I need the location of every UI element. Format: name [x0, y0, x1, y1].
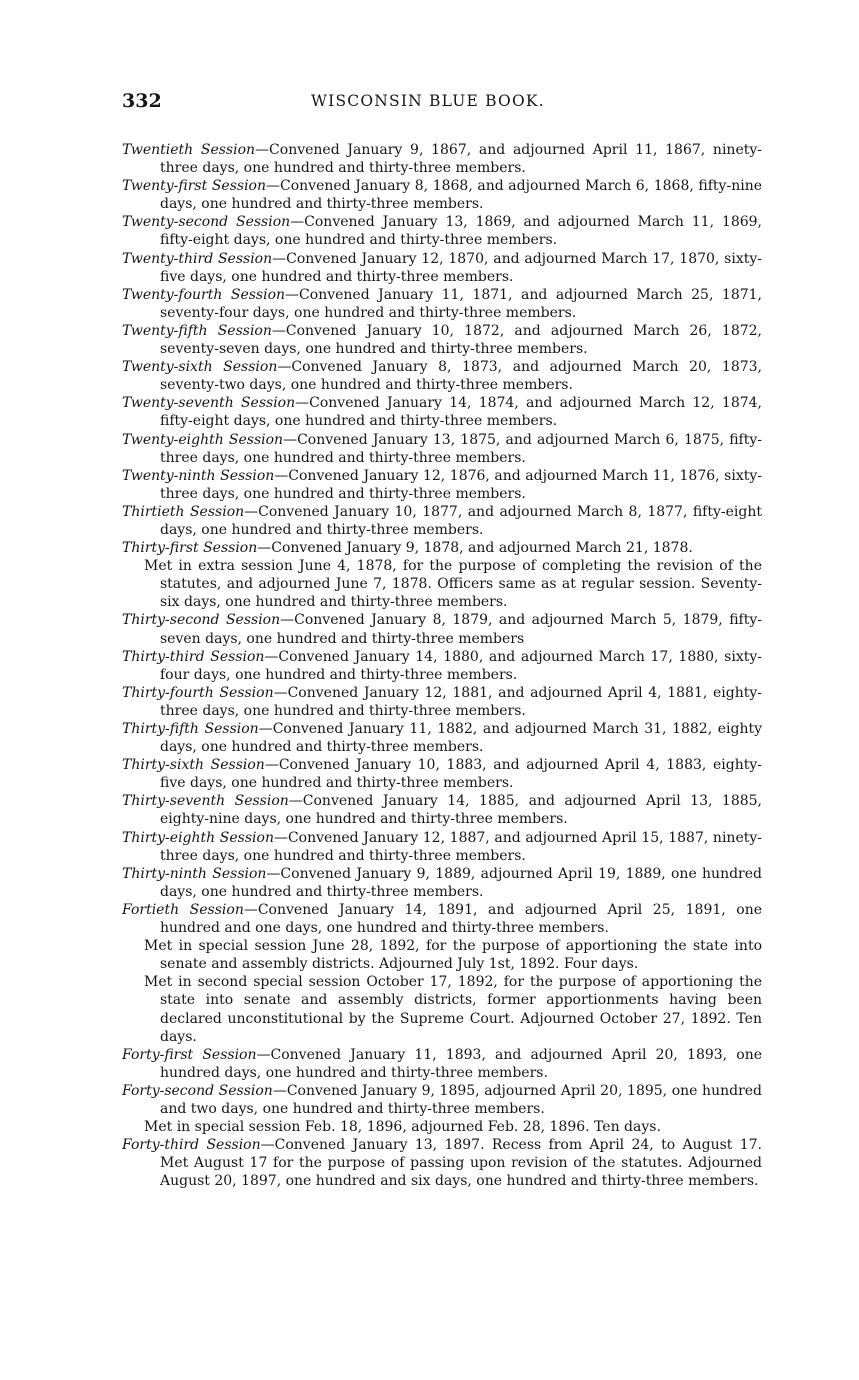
session-note: [122, 1118, 762, 1136]
session-name: Twenty-fifth Session: [122, 322, 272, 339]
session-name: Forty-first Session: [122, 1046, 257, 1063]
session-name: Thirty-first Session: [122, 540, 258, 557]
session-text: —Convened January 10, 1877, and adjourned March 8, 1877, fifty-eight days, one hundred and thirty-three members.: [160, 503, 762, 538]
session-name: Twenty-third Session: [122, 250, 273, 267]
session-entry: [122, 1082, 762, 1118]
session-entry: [122, 467, 762, 503]
session-name: Twenty-sixth Session: [122, 359, 278, 376]
session-text: —Convened January 9, 1867, and adjourned April 11, 1867, ninety-three days, one hundred and thirty-three members.: [160, 142, 762, 177]
session-note: [122, 937, 762, 973]
running-head: WISCONSIN BLUE BOOK.: [311, 92, 545, 110]
session-text: Met in special session June 28, 1892, for the purpose of apportioning the state into senate and assembly districts. Adjourned July 1st, 1892. Four days.: [144, 938, 762, 973]
session-entry: [122, 720, 762, 756]
session-entry: [122, 358, 762, 394]
session-text: —Convened January 12, 1870, and adjourned March 17, 1870, sixty-five days, one hundred and thirty-three members.: [160, 250, 762, 285]
session-entry: [122, 611, 762, 647]
session-name: Thirty-fifth Session: [122, 721, 259, 737]
session-text: —Convened January 13, 1875, and adjourned March 6, 1875, fifty-three days, one hundred and thirty-three members.: [160, 431, 762, 466]
session-entry: [122, 901, 762, 937]
session-entry: [122, 1136, 762, 1190]
session-text: —Convened January 14, 1874, and adjourned March 12, 1874, fifty-eight days, one hundred and thirty-three members.: [160, 395, 762, 430]
session-name: Twentieth Session: [122, 142, 256, 158]
session-entry: [122, 756, 762, 792]
session-name: Thirty-fourth Session: [122, 684, 274, 701]
session-text: —Convened January 9, 1889, adjourned April 19, 1889, one hundred days, one hundred and thirty-three members.: [160, 865, 762, 900]
session-text: —Convened January 10, 1872, and adjourned March 26, 1872, seventy-seven days, one hundred and thirty-three members.: [160, 322, 763, 358]
session-text: —Convened January 14, 1885, and adjourned April 13, 1885, eighty-nine days, one hundred and thirty-three members.: [160, 793, 762, 828]
session-name: Twenty-first Session: [122, 178, 266, 195]
session-name: Twenty-second Session: [122, 214, 291, 231]
session-entry: [122, 141, 762, 177]
session-text: —Convened January 14, 1880, and adjourned March 17, 1880, sixty-four days, one hundred and thirty-three members.: [160, 648, 762, 683]
session-text: —Convened January 8, 1873, and adjourned March 20, 1873, seventy-two days, one hundred and thirty-three members.: [160, 359, 763, 394]
session-text: —Convened January 13, 1869, and adjourned March 11, 1869, fifty-eight days, one hundred and thirty-three members.: [160, 214, 762, 249]
session-name: Fortieth Session: [122, 901, 244, 918]
session-text: Met in second special session October 17, 1892, for the purpose of apportioning the state into senate and assembly districts, former apportionments having been declared unconstitutional by the Supreme Court. Adjourned October 27, 1892. Ten days.: [144, 974, 762, 1045]
session-name: Thirty-eighth Session: [122, 829, 274, 846]
session-text: —Convened January 8, 1879, and adjourned March 5, 1879, fifty-seven days, one hundred and thirty-three members: [160, 612, 762, 647]
session-note: [122, 557, 762, 611]
session-name: Thirty-seventh Session: [122, 793, 289, 810]
session-entry: [122, 394, 762, 430]
session-name: Forty-third Session: [122, 1137, 261, 1154]
session-name: Thirty-second Session: [122, 612, 281, 629]
session-note: [122, 973, 762, 1045]
session-entry: [122, 177, 762, 213]
session-entry: [122, 648, 762, 684]
session-text: Met in extra session June 4, 1878, for the purpose of completing the revision of the statutes, and adjourned June 7, 1878. Officers same as at regular session. Seventy-six days, one hundred and thirty-three members.: [144, 558, 762, 611]
session-text: —Convened January 11, 1893, and adjourned April 20, 1893, one hundred days, one hundred and thirty-three members.: [160, 1046, 763, 1081]
session-entry: [122, 322, 762, 358]
page-number: 332: [122, 90, 162, 112]
session-name: Thirty-third Session: [122, 648, 265, 665]
session-text: —Convened January 12, 1876, and adjourned March 11, 1876, sixty-three days, one hundred and thirty-three members.: [160, 467, 762, 502]
session-name: Thirtieth Session: [122, 503, 245, 520]
session-name: Twenty-ninth Session: [122, 467, 275, 484]
session-entry: [122, 684, 762, 720]
session-entry: [122, 431, 762, 467]
session-text: —Convened January 12, 1887, and adjourned April 15, 1887, ninety-three days, one hundred and thirty-three members.: [160, 829, 762, 864]
session-name: Forty-second Session: [122, 1082, 273, 1099]
session-text: —Convened January 10, 1883, and adjourned April 4, 1883, eighty-five days, one hundred and thirty-three members.: [160, 757, 763, 792]
session-entry: [122, 503, 762, 539]
session-entry: [122, 286, 762, 322]
session-entry: [122, 539, 762, 557]
session-entry: [122, 865, 762, 901]
session-entry: [122, 829, 762, 865]
session-text: —Convened January 9, 1895, adjourned April 20, 1895, one hundred and two days, one hundred and thirty-three members.: [160, 1082, 763, 1117]
session-entry: [122, 792, 762, 828]
session-entry: [122, 250, 762, 286]
session-text: —Convened January 11, 1882, and adjourned March 31, 1882, eighty days, one hundred and thirty-three members.: [160, 721, 762, 756]
session-name: Twenty-eighth Session: [122, 431, 284, 448]
session-text: —Convened January 9, 1878, and adjourned March 21, 1878.: [257, 540, 693, 557]
session-text: —Convened January 11, 1871, and adjourned March 25, 1871, seventy-four days, one hundred and thirty-three members.: [160, 286, 762, 321]
session-name: Twenty-fourth Session: [122, 286, 286, 303]
session-entry: [122, 213, 762, 249]
session-text: —Convened January 12, 1881, and adjourned April 4, 1881, eighty-three days, one hundred and thirty-three members.: [160, 684, 762, 719]
session-text: Met in special session Feb. 18, 1896, adjourned Feb. 28, 1896. Ten days.: [144, 1119, 661, 1136]
session-name: Thirty-sixth Session: [122, 757, 265, 774]
session-entry: [122, 1046, 762, 1082]
session-text: —Convened January 8, 1868, and adjourned March 6, 1868, fifty-nine days, one hundred and thirty-three members.: [160, 178, 762, 213]
session-list: [122, 141, 762, 1190]
session-text: —Convened January 13, 1897. Recess from April 24, to August 17. Met August 17 for the purpose of passing upon revision of the statutes. Adjourned August 20, 1897, one hundred and six days, one hundred and thirty-three members.: [160, 1137, 762, 1190]
session-name: Twenty-seventh Session: [122, 395, 296, 412]
session-text: —Convened January 14, 1891, and adjourned April 25, 1891, one hundred and one days, one hundred and thirty-three members.: [160, 901, 763, 937]
session-name: Thirty-ninth Session: [122, 865, 267, 882]
